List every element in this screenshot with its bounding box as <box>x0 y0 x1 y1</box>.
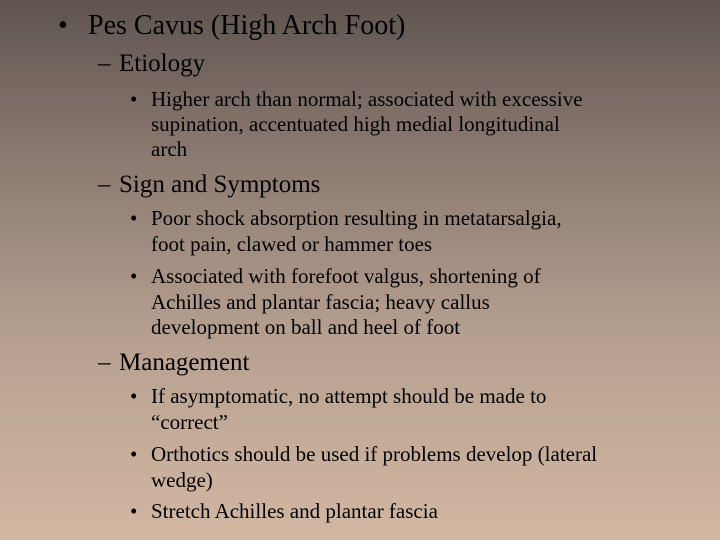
management-item-2-line-1: Orthotics should be used if problems develop (lateral <box>151 442 598 466</box>
section-dash: – <box>98 349 111 376</box>
section-dash: – <box>98 171 111 198</box>
symptoms-item-2-line-1: Associated with forefoot valgus, shortening of <box>151 264 541 288</box>
section-dash: – <box>98 50 111 77</box>
bullet: • <box>130 87 138 111</box>
management-item-2-line-2: wedge) <box>151 468 213 492</box>
section-heading-sign-and-symptoms: Sign and Symptoms <box>119 171 321 198</box>
bullet: • <box>130 499 138 523</box>
section-heading-etiology: Etiology <box>119 50 206 77</box>
etiology-item-1-line-3: arch <box>151 137 188 161</box>
symptoms-item-1-line-1: Poor shock absorption resulting in metatarsalgia, <box>151 206 562 230</box>
section-heading-management: Management <box>119 349 250 376</box>
management-item-1-line-2: “correct” <box>151 410 228 434</box>
title-bullet: • <box>58 10 68 41</box>
etiology-item-1-line-2: supination, accentuated high medial longitudinal <box>151 112 560 136</box>
bullet: • <box>130 442 138 466</box>
symptoms-item-2-line-2: Achilles and plantar fascia; heavy callus <box>151 290 490 314</box>
bullet: • <box>130 384 138 408</box>
etiology-item-1-line-1: Higher arch than normal; associated with excessive <box>151 87 583 111</box>
slide-title: Pes Cavus (High Arch Foot) <box>88 10 406 41</box>
management-item-3-line-1: Stretch Achilles and plantar fascia <box>151 499 438 523</box>
management-item-1-line-1: If asymptomatic, no attempt should be made to <box>151 384 547 408</box>
bullet: • <box>130 264 138 288</box>
symptoms-item-1-line-2: foot pain, clawed or hammer toes <box>151 232 433 256</box>
bullet: • <box>130 206 138 230</box>
symptoms-item-2-line-3: development on ball and heel of foot <box>151 315 461 339</box>
